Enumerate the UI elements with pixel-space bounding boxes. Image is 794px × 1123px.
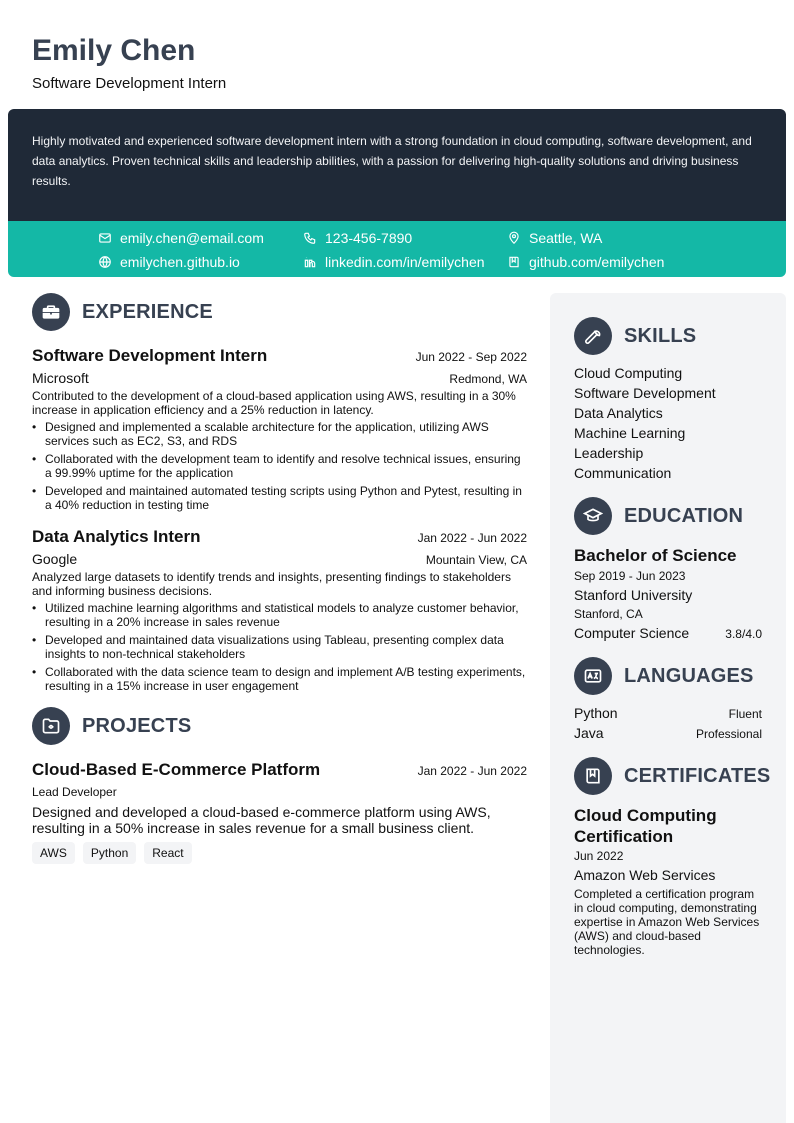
job-description: Analyzed large datasets to identify trends and insights, presenting findings to stakeholders and informing business decisions. <box>32 570 511 598</box>
candidate-title: Software Development Intern <box>32 75 227 92</box>
skill-item: Software Development <box>574 385 716 401</box>
language-level: Fluent <box>728 707 762 721</box>
project-title: Cloud-Based E-Commerce Platform <box>32 760 321 779</box>
certificates-heading: CERTIFICATES <box>624 764 771 787</box>
tag-badge: Python <box>83 842 136 864</box>
language-row <box>574 703 762 723</box>
certificate-description: Completed a certification program in cloud computing, demonstrating expertise in Amazon Web Services (AWS) and cloud-based technologies. <box>574 887 760 957</box>
language-row <box>574 723 762 743</box>
job-description: Contributed to the development of a cloud-based application using AWS, resulting in a 30% increase in application efficiency and a 25% reduction in latency. <box>32 389 516 417</box>
education-section-header <box>574 497 762 535</box>
job-dates: Jun 2022 - Sep 2022 <box>415 350 527 364</box>
skill-item: Data Analytics <box>574 405 663 421</box>
sidebar <box>550 293 786 1123</box>
job-bullet: • Collaborated with the development team to identify and resolve technical issues, ensuring a 99.99% uptime for the application <box>32 452 527 480</box>
project-entry <box>32 759 527 864</box>
certificate-book-icon <box>574 757 612 795</box>
contact-github[interactable] <box>507 253 664 271</box>
contact-phone[interactable] <box>303 229 412 247</box>
skill-item: Communication <box>574 465 672 481</box>
language-level: Professional <box>695 727 762 741</box>
wrench-icon <box>574 317 612 355</box>
job-bullet: • Designed and implemented a scalable architecture for the application, utilizing AWS services such as EC2, S3, and RDS <box>32 420 527 448</box>
website-text: emilychen.github.io <box>120 254 240 270</box>
job-company: Google <box>32 551 78 567</box>
github-book-icon <box>507 255 521 269</box>
phone-text: 123-456-7890 <box>325 230 413 246</box>
project-role: Lead Developer <box>32 785 117 799</box>
skills-heading: SKILLS <box>624 324 697 347</box>
education-dates: Sep 2019 - Jun 2023 <box>574 569 686 583</box>
skills-list <box>574 363 762 483</box>
email-text: emily.chen@email.com <box>120 230 264 246</box>
job-location: Redmond, WA <box>449 372 527 386</box>
education-heading: EDUCATION <box>624 504 744 527</box>
linkedin-text: linkedin.com/in/emilychen <box>325 254 485 270</box>
location-text: Seattle, WA <box>529 230 603 246</box>
mail-icon <box>98 231 112 245</box>
job-entry <box>32 526 527 693</box>
resume-header <box>32 32 762 94</box>
education-location: Stanford, CA <box>574 607 643 621</box>
experience-section-header <box>32 293 527 331</box>
tag-badge: React <box>144 842 191 864</box>
job-bullets <box>32 601 527 693</box>
contact-email[interactable] <box>98 229 264 247</box>
contact-linkedin[interactable] <box>303 253 485 271</box>
contact-bar <box>8 221 786 277</box>
skill-item: Cloud Computing <box>574 365 683 381</box>
summary-box <box>8 109 786 221</box>
experience-heading: EXPERIENCE <box>82 300 213 323</box>
job-title: Data Analytics Intern <box>32 527 201 546</box>
job-bullets <box>32 420 527 512</box>
job-bullet: • Utilized machine learning algorithms and statistical models to analyze customer behavior, resulting in a 20% increase in sales revenue <box>32 601 527 629</box>
certificate-date: Jun 2022 <box>574 849 624 863</box>
contact-website[interactable] <box>98 253 240 271</box>
certificate-issuer: Amazon Web Services <box>574 867 716 883</box>
language-name: Java <box>574 725 604 741</box>
tag-badge: AWS <box>32 842 75 864</box>
skill-item: Leadership <box>574 445 644 461</box>
language-name: Python <box>574 705 618 721</box>
education-degree: Bachelor of Science <box>574 546 737 565</box>
job-company: Microsoft <box>32 370 89 386</box>
contact-location <box>507 229 602 247</box>
skill-item: Machine Learning <box>574 425 686 441</box>
translate-icon <box>574 657 612 695</box>
candidate-name: Emily Chen <box>32 34 196 67</box>
globe-icon <box>98 255 112 269</box>
education-section <box>574 497 762 643</box>
job-bullet: • Developed and maintained data visualizations using Tableau, presenting complex data insights to non-technical stakeholders <box>32 633 527 661</box>
graduation-cap-icon <box>574 497 612 535</box>
summary-text: Highly motivated and experienced software development intern with a strong foundation in cloud computing, software development, and data analytics. Proven technical skills and leadership abilities, with a passion for delivering high-quality solutions and driving business results. <box>32 134 752 188</box>
linkedin-icon <box>303 255 317 269</box>
project-description: Designed and developed a cloud-based e-commerce platform using AWS, resulting in a 50% increase in sales revenue for a small business client. <box>32 804 491 836</box>
project-dates: Jan 2022 - Jun 2022 <box>417 764 527 778</box>
certificates-section <box>574 757 771 957</box>
briefcase-icon <box>32 293 70 331</box>
job-bullet: • Developed and maintained automated testing scripts using Python and Pytest, resulting in a 40% reduction in testing time <box>32 484 527 512</box>
github-text: github.com/emilychen <box>529 254 665 270</box>
job-bullet: • Collaborated with the data science team to design and implement A/B testing experiments, resulting in a 15% increase in user engagement <box>32 665 527 693</box>
skills-section-header <box>574 317 762 355</box>
main-column <box>32 293 527 864</box>
projects-section-header <box>32 707 527 745</box>
education-school: Stanford University <box>574 587 693 603</box>
folder-icon <box>32 707 70 745</box>
job-entry <box>32 345 527 512</box>
languages-list <box>574 703 762 743</box>
job-location: Mountain View, CA <box>425 553 527 567</box>
location-pin-icon <box>507 231 521 245</box>
skills-section <box>574 317 762 483</box>
job-dates: Jan 2022 - Jun 2022 <box>417 531 527 545</box>
languages-section-header <box>574 657 762 695</box>
education-field: Computer Science <box>574 625 690 641</box>
languages-section <box>574 657 762 743</box>
phone-icon <box>303 231 317 245</box>
certificates-section-header <box>574 757 771 795</box>
job-title: Software Development Intern <box>32 346 268 365</box>
certificate-title: Cloud Computing Certification <box>574 806 717 846</box>
languages-heading: LANGUAGES <box>624 664 754 687</box>
education-gpa: 3.8/4.0 <box>725 627 762 641</box>
projects-heading: PROJECTS <box>82 714 192 737</box>
project-tags <box>32 842 527 864</box>
